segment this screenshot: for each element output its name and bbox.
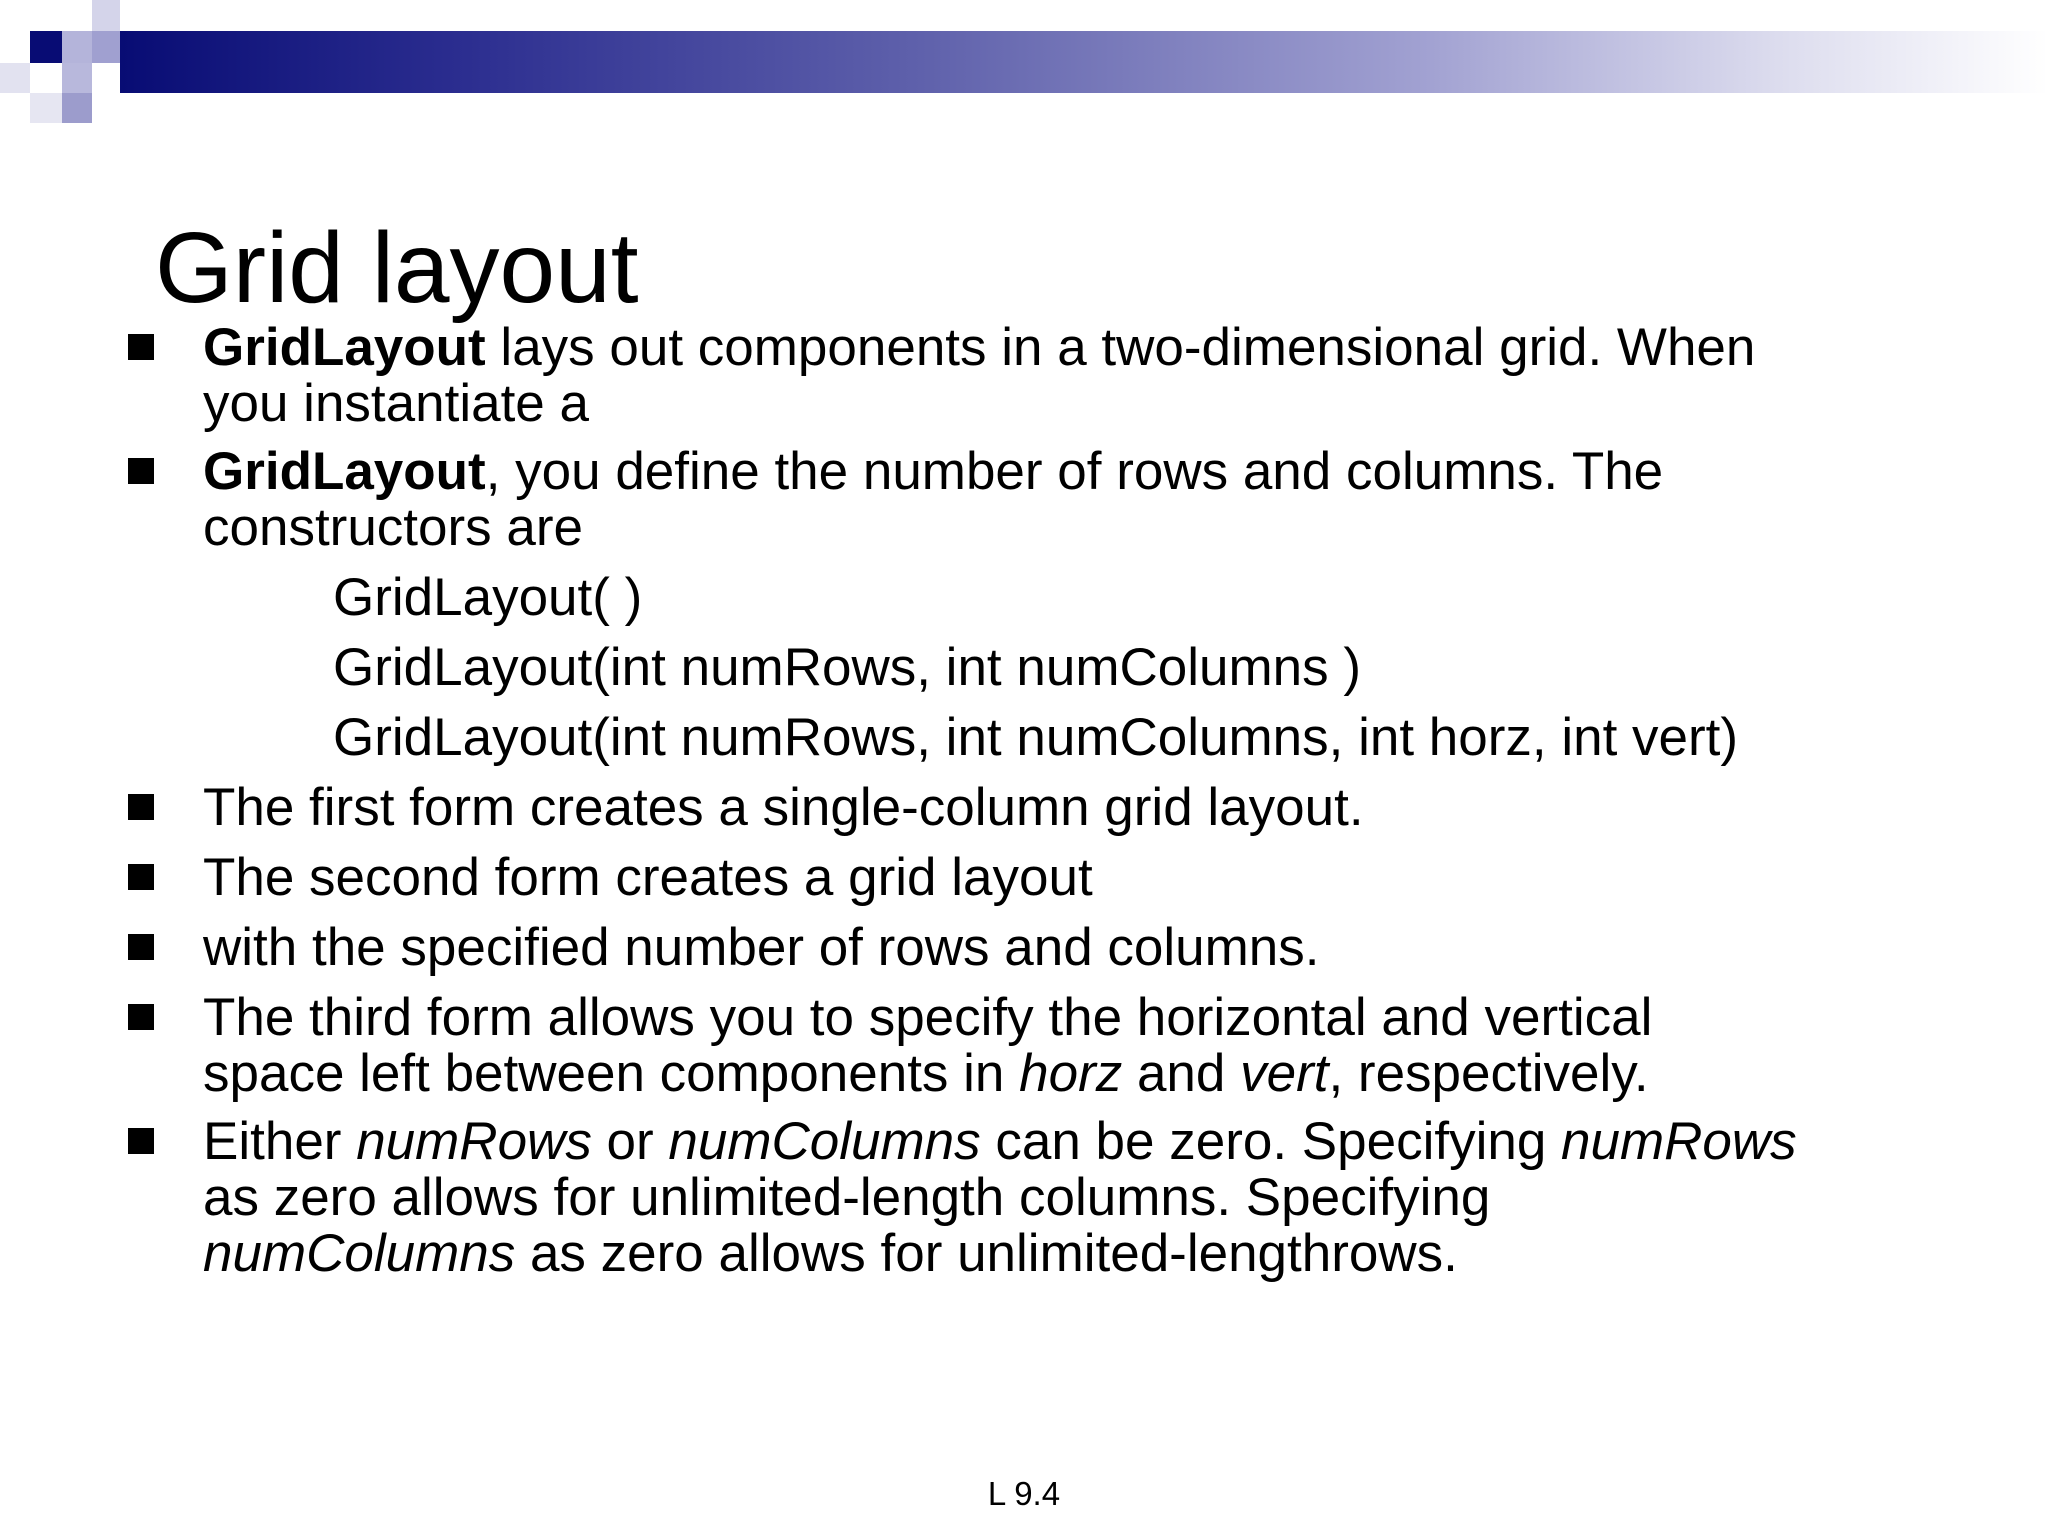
constructor-1: GridLayout( ) bbox=[333, 568, 643, 627]
decor-square-light bbox=[62, 93, 92, 123]
bullet-marker bbox=[128, 1128, 154, 1154]
bold-term: GridLayout bbox=[203, 442, 486, 501]
decor-square-light bbox=[92, 0, 120, 31]
bullet-7-line-3: numColumns as zero allows for unlimited-lengthrows. bbox=[203, 1224, 1458, 1283]
constructor-2: GridLayout(int numRows, int numColumns ) bbox=[333, 638, 1361, 697]
decor-square-pale bbox=[30, 93, 62, 123]
slide-title: Grid layout bbox=[155, 212, 639, 324]
bullet-1-line-2: you instantiate a bbox=[203, 374, 589, 433]
bullet-7-line-1: Either numRows or numColumns can be zero. Specifying numRows bbox=[203, 1112, 1797, 1171]
decor-square-light bbox=[92, 31, 120, 63]
bullet-2-line-1: GridLayout, you define the number of rows and columns. The bbox=[203, 442, 1664, 501]
bullet-6-line-2: space left between components in horz and vert, respectively. bbox=[203, 1044, 1649, 1103]
bullet-marker bbox=[128, 864, 154, 890]
bold-term: GridLayout bbox=[203, 318, 486, 377]
bullet-marker bbox=[128, 334, 154, 360]
bullet-2-line-2: constructors are bbox=[203, 498, 583, 557]
bullet-3: The first form creates a single-column grid layout. bbox=[203, 778, 1364, 837]
bullet-7-line-2: as zero allows for unlimited-length columns. Specifying bbox=[203, 1168, 1491, 1227]
decor-square-light bbox=[62, 31, 92, 63]
bullet-marker bbox=[128, 794, 154, 820]
header-gradient-bar bbox=[120, 31, 2048, 93]
decor-square-dark bbox=[30, 31, 62, 63]
bullet-marker bbox=[128, 934, 154, 960]
bullet-marker bbox=[128, 1004, 154, 1030]
decor-square-pale bbox=[0, 63, 30, 93]
constructor-3: GridLayout(int numRows, int numColumns, int horz, int vert) bbox=[333, 708, 1739, 767]
bullet-5: with the specified number of rows and columns. bbox=[203, 918, 1320, 977]
slide-number: L 9.4 bbox=[987, 1475, 1061, 1512]
bullet-6-line-1: The third form allows you to specify the horizontal and vertical bbox=[203, 988, 1653, 1047]
decor-square-light bbox=[62, 63, 92, 93]
bullet-4: The second form creates a grid layout bbox=[203, 848, 1093, 907]
bullet-1-line-1: GridLayout lays out components in a two-dimensional grid. When bbox=[203, 318, 1756, 377]
bullet-marker bbox=[128, 458, 154, 484]
